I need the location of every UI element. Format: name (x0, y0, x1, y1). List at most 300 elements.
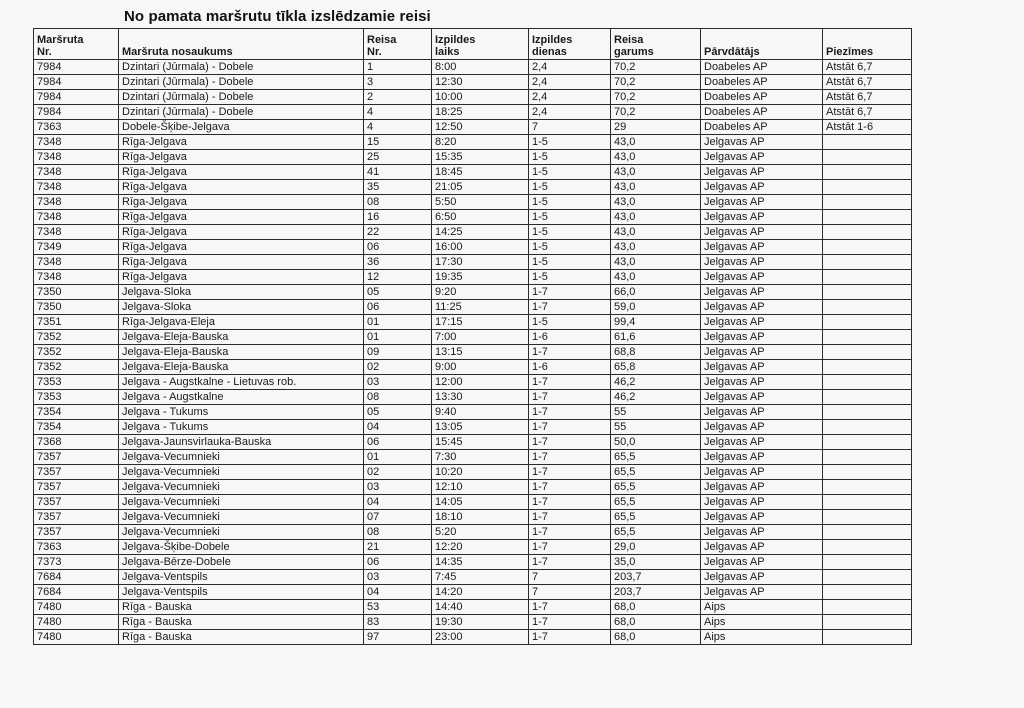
cell-departure-time: 18:25 (432, 105, 529, 120)
cell-notes: Atstāt 1-6 (823, 120, 912, 135)
cell-notes: Atstāt 6,7 (823, 105, 912, 120)
table-row (34, 60, 912, 75)
header-operator-line-2: Pārvdātājs (704, 46, 760, 58)
cell-route-number: 7373 (34, 555, 119, 570)
header-route-number-line-1: Maršruta (37, 34, 84, 46)
table-row (34, 360, 912, 375)
cell-trip-number: 05 (364, 405, 432, 420)
cell-trip-number: 06 (364, 300, 432, 315)
cell-operating-days: 1-5 (529, 135, 611, 150)
cell-route-number: 7984 (34, 105, 119, 120)
cell-trip-number: 04 (364, 585, 432, 600)
cell-operator: Jelgavas AP (701, 495, 823, 510)
cell-operating-days: 1-7 (529, 390, 611, 405)
cell-operating-days: 1-5 (529, 165, 611, 180)
cell-departure-time: 17:15 (432, 315, 529, 330)
cell-operator: Jelgavas AP (701, 180, 823, 195)
cell-route-name: Rīga - Bauska (119, 615, 364, 630)
cell-route-number: 7348 (34, 210, 119, 225)
cell-route-name: Dzintari (Jūrmala) - Dobele (119, 60, 364, 75)
cell-operator: Jelgavas AP (701, 315, 823, 330)
cell-route-name: Rīga-Jelgava (119, 195, 364, 210)
cell-departure-time: 8:20 (432, 135, 529, 150)
cell-departure-time: 21:05 (432, 180, 529, 195)
cell-notes (823, 585, 912, 600)
table-row (34, 390, 912, 405)
cell-operator: Jelgavas AP (701, 210, 823, 225)
cell-operator: Jelgavas AP (701, 435, 823, 450)
cell-trip-number: 08 (364, 390, 432, 405)
cell-notes (823, 525, 912, 540)
table-row (34, 585, 912, 600)
table-row (34, 150, 912, 165)
cell-trip-length: 55 (611, 405, 701, 420)
cell-trip-length: 65,5 (611, 495, 701, 510)
cell-departure-time: 23:00 (432, 630, 529, 645)
cell-operating-days: 1-5 (529, 195, 611, 210)
header-trip-length-line-1: Reisa (614, 34, 644, 46)
cell-notes (823, 180, 912, 195)
cell-notes (823, 360, 912, 375)
cell-operating-days: 1-7 (529, 450, 611, 465)
cell-route-number: 7368 (34, 435, 119, 450)
cell-operating-days: 1-7 (529, 555, 611, 570)
cell-route-number: 7352 (34, 330, 119, 345)
cell-route-name: Rīga-Jelgava (119, 270, 364, 285)
cell-trip-length: 43,0 (611, 195, 701, 210)
cell-operator: Jelgavas AP (701, 240, 823, 255)
table-row (34, 405, 912, 420)
cell-route-number: 7349 (34, 240, 119, 255)
cell-route-name: Dobele-Šķibe-Jelgava (119, 120, 364, 135)
table-row (34, 555, 912, 570)
cell-departure-time: 9:40 (432, 405, 529, 420)
header-operator (701, 29, 823, 60)
table-row (34, 90, 912, 105)
cell-operator: Jelgavas AP (701, 330, 823, 345)
cell-operator: Jelgavas AP (701, 480, 823, 495)
cell-operating-days: 1-7 (529, 510, 611, 525)
table-row (34, 600, 912, 615)
cell-trip-length: 43,0 (611, 135, 701, 150)
cell-operator: Jelgavas AP (701, 150, 823, 165)
cell-operating-days: 2,4 (529, 60, 611, 75)
cell-trip-length: 59,0 (611, 300, 701, 315)
cell-route-name: Jelgava-Sloka (119, 300, 364, 315)
table-row (34, 540, 912, 555)
cell-trip-length: 29 (611, 120, 701, 135)
cell-route-number: 7480 (34, 600, 119, 615)
cell-trip-number: 01 (364, 450, 432, 465)
cell-notes (823, 330, 912, 345)
cell-route-name: Jelgava-Eleja-Bauska (119, 360, 364, 375)
cell-operating-days: 1-7 (529, 495, 611, 510)
cell-operating-days: 1-7 (529, 600, 611, 615)
header-operating-days-line-1: Izpildes (532, 34, 573, 46)
cell-notes (823, 570, 912, 585)
cell-route-name: Jelgava-Šķibe-Dobele (119, 540, 364, 555)
cell-operating-days: 2,4 (529, 75, 611, 90)
cell-departure-time: 17:30 (432, 255, 529, 270)
table-row (34, 435, 912, 450)
cell-trip-number: 25 (364, 150, 432, 165)
cell-route-number: 7357 (34, 495, 119, 510)
cell-operator: Doabeles AP (701, 60, 823, 75)
cell-notes (823, 465, 912, 480)
cell-route-name: Rīga-Jelgava (119, 225, 364, 240)
cell-route-number: 7357 (34, 450, 119, 465)
cell-operator: Jelgavas AP (701, 390, 823, 405)
cell-route-name: Rīga-Jelgava (119, 255, 364, 270)
cell-route-number: 7357 (34, 525, 119, 540)
cell-departure-time: 18:45 (432, 165, 529, 180)
cell-operating-days: 7 (529, 570, 611, 585)
cell-departure-time: 18:10 (432, 510, 529, 525)
cell-notes (823, 240, 912, 255)
cell-departure-time: 13:30 (432, 390, 529, 405)
cell-trip-number: 06 (364, 435, 432, 450)
cell-trip-length: 50,0 (611, 435, 701, 450)
header-notes (823, 29, 912, 60)
cell-route-name: Jelgava-Vecumnieki (119, 495, 364, 510)
cell-route-name: Jelgava-Ventspils (119, 585, 364, 600)
table-row (34, 330, 912, 345)
header-departure-time-line-2: laiks (435, 46, 460, 58)
header-operating-days-line-2: dienas (532, 46, 567, 58)
header-operating-days (529, 29, 611, 60)
table-row (34, 480, 912, 495)
header-trip-length (611, 29, 701, 60)
cell-operator: Jelgavas AP (701, 300, 823, 315)
cell-notes (823, 300, 912, 315)
cell-operating-days: 1-7 (529, 375, 611, 390)
cell-operating-days: 1-5 (529, 225, 611, 240)
table-row (34, 495, 912, 510)
cell-trip-length: 65,5 (611, 480, 701, 495)
cell-route-number: 7363 (34, 540, 119, 555)
cell-route-number: 7357 (34, 510, 119, 525)
table-header-row (34, 29, 912, 60)
cell-notes (823, 495, 912, 510)
table-row (34, 315, 912, 330)
cell-operating-days: 1-5 (529, 240, 611, 255)
cell-trip-length: 65,5 (611, 450, 701, 465)
header-route-name-line-2: Maršruta nosaukums (122, 46, 233, 58)
table-row (34, 510, 912, 525)
cell-operator: Jelgavas AP (701, 285, 823, 300)
cell-operator: Aips (701, 615, 823, 630)
table-row (34, 465, 912, 480)
table-row (34, 420, 912, 435)
cell-trip-length: 68,8 (611, 345, 701, 360)
cell-operator: Doabeles AP (701, 75, 823, 90)
cell-trip-length: 43,0 (611, 255, 701, 270)
cell-trip-length: 99,4 (611, 315, 701, 330)
cell-trip-number: 1 (364, 60, 432, 75)
cell-notes (823, 270, 912, 285)
cell-departure-time: 5:50 (432, 195, 529, 210)
header-trip-number-line-1: Reisa (367, 34, 397, 46)
cell-trip-length: 65,8 (611, 360, 701, 375)
cell-trip-length: 70,2 (611, 90, 701, 105)
header-notes-line-1 (826, 34, 908, 46)
cell-trip-number: 03 (364, 570, 432, 585)
cell-route-name: Rīga-Jelgava (119, 240, 364, 255)
cell-route-name: Jelgava - Tukums (119, 420, 364, 435)
cell-trip-length: 68,0 (611, 630, 701, 645)
cell-operator: Doabeles AP (701, 105, 823, 120)
cell-trip-length: 43,0 (611, 180, 701, 195)
cell-notes (823, 285, 912, 300)
header-route-name-line-1 (122, 34, 360, 46)
table-row (34, 375, 912, 390)
cell-route-name: Jelgava - Augstkalne (119, 390, 364, 405)
cell-trip-number: 83 (364, 615, 432, 630)
cell-trip-length: 61,6 (611, 330, 701, 345)
cell-operating-days: 1-7 (529, 615, 611, 630)
cell-departure-time: 10:00 (432, 90, 529, 105)
cell-operator: Jelgavas AP (701, 465, 823, 480)
cell-trip-length: 70,2 (611, 75, 701, 90)
cell-notes (823, 255, 912, 270)
cell-departure-time: 13:15 (432, 345, 529, 360)
cell-route-number: 7684 (34, 570, 119, 585)
table-row (34, 120, 912, 135)
cell-operator: Jelgavas AP (701, 225, 823, 240)
cell-route-name: Jelgava-Vecumnieki (119, 465, 364, 480)
cell-notes (823, 540, 912, 555)
cell-trip-number: 02 (364, 360, 432, 375)
header-trip-number-line-2: Nr. (367, 46, 382, 58)
cell-route-number: 7354 (34, 420, 119, 435)
cell-route-name: Jelgava-Vecumnieki (119, 525, 364, 540)
cell-operator: Doabeles AP (701, 90, 823, 105)
cell-departure-time: 12:50 (432, 120, 529, 135)
cell-route-number: 7348 (34, 135, 119, 150)
cell-departure-time: 7:30 (432, 450, 529, 465)
cell-trip-number: 97 (364, 630, 432, 645)
cell-departure-time: 15:35 (432, 150, 529, 165)
cell-route-number: 7480 (34, 630, 119, 645)
cell-trip-number: 3 (364, 75, 432, 90)
table-row (34, 450, 912, 465)
cell-trip-length: 46,2 (611, 375, 701, 390)
cell-trip-length: 65,5 (611, 465, 701, 480)
cell-route-name: Rīga-Jelgava (119, 165, 364, 180)
cell-trip-length: 29,0 (611, 540, 701, 555)
cell-operator: Jelgavas AP (701, 570, 823, 585)
cell-route-name: Jelgava-Jaunsvirlauka-Bauska (119, 435, 364, 450)
cell-operator: Jelgavas AP (701, 270, 823, 285)
cell-route-name: Jelgava-Bērze-Dobele (119, 555, 364, 570)
cell-notes (823, 435, 912, 450)
cell-route-number: 7984 (34, 90, 119, 105)
cell-departure-time: 14:40 (432, 600, 529, 615)
table-row (34, 165, 912, 180)
cell-route-number: 7357 (34, 465, 119, 480)
cell-route-name: Jelgava-Eleja-Bauska (119, 345, 364, 360)
cell-notes (823, 615, 912, 630)
header-operator-line-1 (704, 34, 819, 46)
cell-trip-number: 4 (364, 105, 432, 120)
cell-route-name: Rīga-Jelgava (119, 150, 364, 165)
table-row (34, 630, 912, 645)
cell-notes (823, 315, 912, 330)
cell-departure-time: 5:20 (432, 525, 529, 540)
document-title: No pamata maršrutu tīkla izslēdzamie reisi (124, 8, 431, 25)
cell-route-name: Jelgava-Ventspils (119, 570, 364, 585)
cell-notes (823, 165, 912, 180)
table-row (34, 570, 912, 585)
cell-route-name: Jelgava-Vecumnieki (119, 480, 364, 495)
cell-trip-number: 35 (364, 180, 432, 195)
cell-notes (823, 510, 912, 525)
cell-departure-time: 11:25 (432, 300, 529, 315)
cell-trip-length: 66,0 (611, 285, 701, 300)
table-row (34, 135, 912, 150)
cell-notes (823, 405, 912, 420)
cell-trip-number: 53 (364, 600, 432, 615)
cell-trip-length: 203,7 (611, 570, 701, 585)
cell-route-number: 7352 (34, 360, 119, 375)
cell-trip-number: 16 (364, 210, 432, 225)
cell-departure-time: 9:20 (432, 285, 529, 300)
cell-trip-length: 46,2 (611, 390, 701, 405)
cell-trip-length: 43,0 (611, 210, 701, 225)
cell-route-number: 7357 (34, 480, 119, 495)
cell-trip-length: 65,5 (611, 510, 701, 525)
table-row (34, 300, 912, 315)
cell-operating-days: 1-7 (529, 405, 611, 420)
cell-departure-time: 7:00 (432, 330, 529, 345)
cell-trip-number: 15 (364, 135, 432, 150)
cell-operating-days: 1-5 (529, 315, 611, 330)
cell-trip-number: 21 (364, 540, 432, 555)
cell-route-name: Jelgava - Augstkalne - Lietuvas rob. (119, 375, 364, 390)
cell-route-name: Rīga-Jelgava (119, 210, 364, 225)
cell-operating-days: 1-5 (529, 180, 611, 195)
cell-route-name: Jelgava-Sloka (119, 285, 364, 300)
cell-route-number: 7480 (34, 615, 119, 630)
table-row (34, 225, 912, 240)
cell-notes (823, 555, 912, 570)
cell-operator: Jelgavas AP (701, 345, 823, 360)
cell-operator: Jelgavas AP (701, 420, 823, 435)
cell-notes (823, 600, 912, 615)
cell-trip-length: 68,0 (611, 600, 701, 615)
cell-route-name: Jelgava - Tukums (119, 405, 364, 420)
cell-operating-days: 2,4 (529, 90, 611, 105)
cell-operator: Jelgavas AP (701, 255, 823, 270)
cell-operator: Aips (701, 630, 823, 645)
cell-trip-number: 08 (364, 195, 432, 210)
cell-operator: Aips (701, 600, 823, 615)
cell-route-name: Dzintari (Jūrmala) - Dobele (119, 90, 364, 105)
cell-operator: Jelgavas AP (701, 195, 823, 210)
cell-operator: Jelgavas AP (701, 540, 823, 555)
table-row (34, 255, 912, 270)
cell-route-name: Jelgava-Vecumnieki (119, 510, 364, 525)
cell-route-name: Rīga-Jelgava-Eleja (119, 315, 364, 330)
cell-trip-length: 55 (611, 420, 701, 435)
cell-trip-number: 04 (364, 495, 432, 510)
cell-operator: Jelgavas AP (701, 555, 823, 570)
table-row (34, 105, 912, 120)
cell-route-number: 7351 (34, 315, 119, 330)
cell-trip-length: 43,0 (611, 270, 701, 285)
cell-route-number: 7984 (34, 75, 119, 90)
cell-notes (823, 210, 912, 225)
cell-trip-number: 06 (364, 555, 432, 570)
cell-operating-days: 1-5 (529, 210, 611, 225)
cell-trip-number: 07 (364, 510, 432, 525)
header-departure-time-line-1: Izpildes (435, 34, 476, 46)
cell-departure-time: 9:00 (432, 360, 529, 375)
cell-route-name: Jelgava-Eleja-Bauska (119, 330, 364, 345)
header-route-number-line-2: Nr. (37, 46, 52, 58)
cell-notes: Atstāt 6,7 (823, 75, 912, 90)
cell-trip-number: 01 (364, 330, 432, 345)
cell-trip-number: 06 (364, 240, 432, 255)
cell-route-number: 7348 (34, 255, 119, 270)
routes-table (33, 28, 912, 645)
cell-route-name: Rīga - Bauska (119, 630, 364, 645)
cell-departure-time: 14:20 (432, 585, 529, 600)
cell-operating-days: 1-7 (529, 345, 611, 360)
cell-route-number: 7348 (34, 180, 119, 195)
cell-departure-time: 15:45 (432, 435, 529, 450)
cell-operator: Jelgavas AP (701, 405, 823, 420)
cell-trip-number: 03 (364, 480, 432, 495)
header-notes-line-2: Piezīmes (826, 46, 874, 58)
cell-trip-number: 22 (364, 225, 432, 240)
cell-route-number: 7348 (34, 150, 119, 165)
cell-trip-length: 35,0 (611, 555, 701, 570)
table-body (34, 60, 912, 645)
table-row (34, 285, 912, 300)
cell-route-number: 7348 (34, 165, 119, 180)
cell-operating-days: 1-7 (529, 540, 611, 555)
cell-departure-time: 6:50 (432, 210, 529, 225)
cell-trip-number: 08 (364, 525, 432, 540)
cell-route-name: Rīga-Jelgava (119, 135, 364, 150)
table-row (34, 75, 912, 90)
cell-trip-length: 70,2 (611, 105, 701, 120)
cell-notes (823, 225, 912, 240)
cell-route-name: Jelgava-Vecumnieki (119, 450, 364, 465)
header-route-number (34, 29, 119, 60)
cell-operating-days: 1-7 (529, 435, 611, 450)
header-trip-number (364, 29, 432, 60)
cell-operator: Jelgavas AP (701, 360, 823, 375)
cell-operating-days: 1-7 (529, 465, 611, 480)
cell-trip-number: 41 (364, 165, 432, 180)
cell-departure-time: 14:05 (432, 495, 529, 510)
header-route-name (119, 29, 364, 60)
cell-notes (823, 135, 912, 150)
cell-departure-time: 12:30 (432, 75, 529, 90)
cell-operator: Jelgavas AP (701, 450, 823, 465)
cell-trip-length: 203,7 (611, 585, 701, 600)
cell-route-name: Rīga - Bauska (119, 600, 364, 615)
cell-trip-number: 4 (364, 120, 432, 135)
cell-route-name: Rīga-Jelgava (119, 180, 364, 195)
cell-operator: Jelgavas AP (701, 375, 823, 390)
cell-notes (823, 480, 912, 495)
cell-operator: Jelgavas AP (701, 525, 823, 540)
table-row (34, 180, 912, 195)
cell-trip-number: 01 (364, 315, 432, 330)
